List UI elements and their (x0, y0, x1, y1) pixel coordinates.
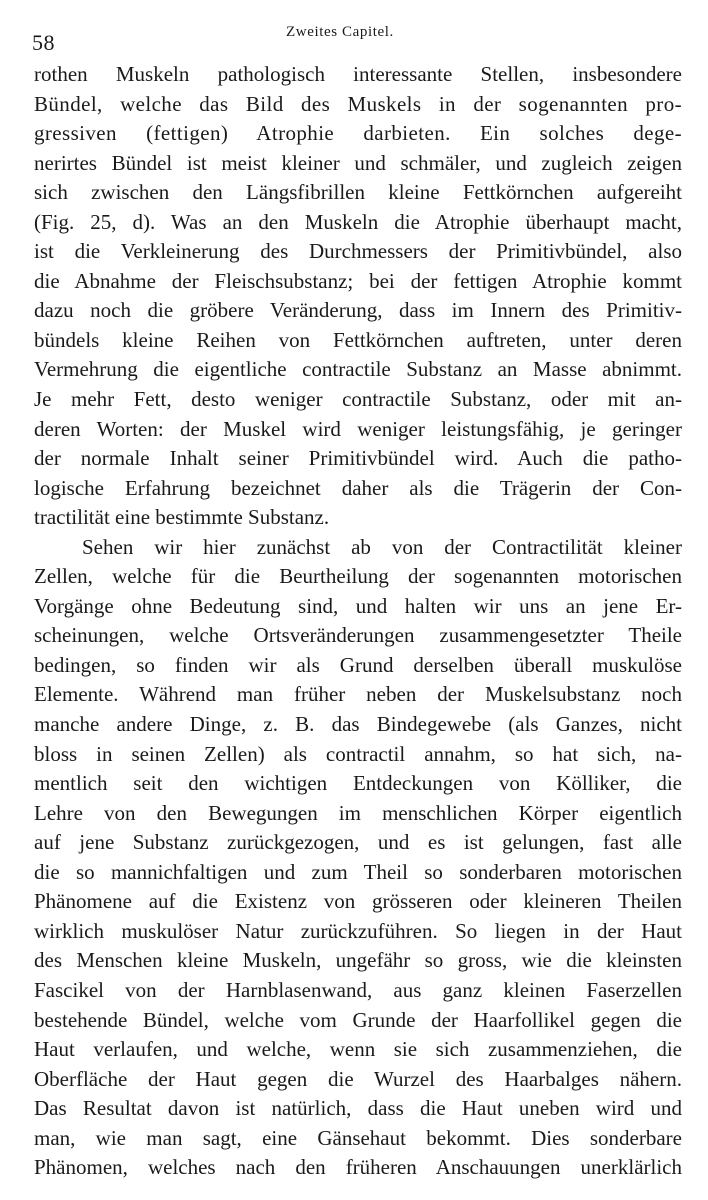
paragraph-end-line: tractilität eine bestimmte Substanz. (34, 505, 330, 530)
text-line: bestehende Bündel, welche vom Grunde der Haarfollikel gegen die (34, 1007, 682, 1032)
text-line: (Fig. 25, d). Was an den Muskeln die Atrophie überhaupt macht, (34, 209, 682, 234)
text-line: mentlich seit den wichtigen Entdeckungen von Kölliker, die (34, 771, 682, 796)
text-line: Zellen, welche für die Beurtheilung der sogenannten motorischen (34, 564, 682, 589)
text-line: der normale Inhalt seiner Primitivbündel wird. Auch die patho- (34, 446, 682, 471)
body-text (34, 60, 682, 1183)
text-line: Phänomene auf die Existenz von grösseren oder kleineren Theilen (34, 889, 682, 914)
page-header (0, 24, 708, 64)
text-line: gressiven (fettigen) Atrophie darbieten. Ein solches dege- (34, 121, 682, 146)
text-line: Je mehr Fett, desto weniger contractile Substanz, oder mit an- (34, 387, 682, 412)
text-line: deren Worten: der Muskel wird weniger leistungsfähig, je geringer (34, 416, 682, 441)
text-line: nerirtes Bündel ist meist kleiner und schmäler, und zugleich zeigen (34, 150, 682, 175)
text-line: Vorgänge ohne Bedeutung sind, und halten wir uns an jene Er- (34, 593, 682, 618)
text-line: bündels kleine Reihen von Fettkörnchen auftreten, unter deren (34, 327, 682, 352)
text-line: auf jene Substanz zurückgezogen, und es ist gelungen, fast alle (34, 830, 682, 855)
text-line: Das Resultat davon ist natürlich, dass die Haut uneben wird und (34, 1096, 682, 1121)
text-line: dazu noch die gröbere Veränderung, dass im Innern des Primitiv- (34, 298, 682, 323)
running-title: Zweites Capitel. (286, 24, 394, 40)
text-line: die so mannichfaltigen und zum Theil so sonderbaren motorischen (34, 859, 682, 884)
text-line: ist die Verkleinerung des Durchmessers der Primitivbündel, also (34, 239, 682, 264)
text-line: Vermehrung die eigentliche contractile Substanz an Masse abnimmt. (34, 357, 682, 382)
text-line: bedingen, so finden wir als Grund derselben überall muskulöse (34, 652, 682, 677)
text-line: manche andere Dinge, z. B. das Bindegewebe (als Ganzes, nicht (34, 712, 682, 737)
paragraph-start-line: Sehen wir hier zunächst ab von der Contractilität kleiner (82, 534, 682, 559)
text-line: Haut verlaufen, und welche, wenn sie sich zusammenziehen, die (34, 1037, 682, 1062)
text-line: Elemente. Während man früher neben der Muskelsubstanz noch (34, 682, 682, 707)
text-line: des Menschen kleine Muskeln, ungefähr so gross, wie die kleinsten (34, 948, 682, 973)
text-line: Oberfläche der Haut gegen die Wurzel des Haarbalges nähern. (34, 1066, 682, 1091)
text-line: wirklich muskulöser Natur zurückzuführen. So liegen in der Haut (34, 918, 682, 943)
page-number: 58 (32, 30, 55, 55)
text-line: Fascikel von der Harnblasenwand, aus ganz kleinen Faserzellen (34, 977, 682, 1002)
text-line: die Abnahme der Fleischsubstanz; bei der fettigen Atrophie kommt (34, 268, 682, 293)
text-line: Phänomen, welches nach den früheren Anschauungen unerklärlich (34, 1155, 682, 1180)
text-line: bloss in seinen Zellen) als contractil annahm, so hat sich, na- (34, 741, 682, 766)
text-line: logische Erfahrung bezeichnet daher als die Trägerin der Con- (34, 475, 682, 500)
text-line: man, wie man sagt, eine Gänsehaut bekommt. Dies sonderbare (34, 1125, 682, 1150)
text-line: sich zwischen den Längsfibrillen kleine Fettkörnchen aufgereiht (34, 180, 682, 205)
text-line: Bündel, welche das Bild des Muskels in der sogenannten pro- (34, 91, 682, 116)
text-line: rothen Muskeln pathologisch interessante Stellen, insbesondere (34, 62, 682, 86)
text-line: scheinungen, welche Ortsveränderungen zusammengesetzter Theile (34, 623, 682, 648)
text-line: Lehre von den Bewegungen im menschlichen Körper eigentlich (34, 800, 682, 825)
